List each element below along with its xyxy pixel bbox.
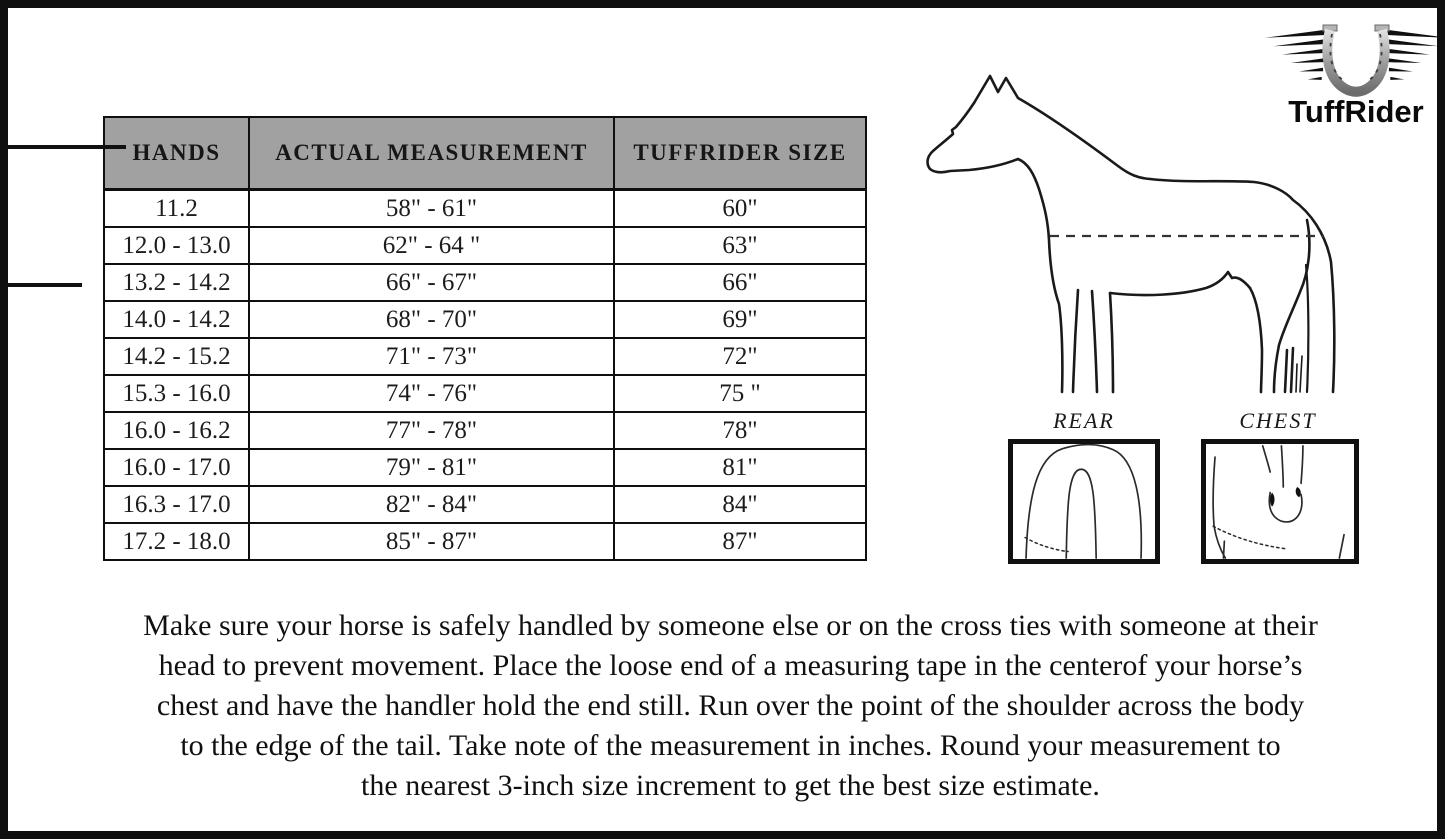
instructions-line: Make sure your horse is safely handled by someone else or on the cross ties with someone at their xyxy=(143,609,1318,642)
size-chart-table xyxy=(103,116,867,561)
table-row xyxy=(104,338,866,375)
edge-mark xyxy=(8,283,82,287)
brand-name: TuffRider xyxy=(1288,94,1424,129)
measuring-instructions xyxy=(26,606,1435,806)
chest-view-label: CHEST xyxy=(1239,408,1317,433)
table-row xyxy=(104,227,866,264)
table-header-row xyxy=(104,117,866,190)
instructions-line: head to prevent movement. Place the loose end of a measuring tape in the centerof your horse’s xyxy=(158,649,1303,682)
table-row xyxy=(104,190,866,228)
size-cell: 63" xyxy=(614,227,866,264)
measurement-cell: 77" - 78" xyxy=(249,412,614,449)
winged-horseshoe-icon xyxy=(1264,20,1445,100)
table-row xyxy=(104,264,866,301)
size-cell: 87" xyxy=(614,523,866,560)
size-cell: 84" xyxy=(614,486,866,523)
instructions-line: the nearest 3-inch size increment to get the best size estimate. xyxy=(361,769,1100,802)
measurement-cell: 79" - 81" xyxy=(249,449,614,486)
instructions-line: to the edge of the tail. Take note of the measurement in inches. Round your measurement to xyxy=(180,729,1281,762)
measurement-cell: 71" - 73" xyxy=(249,338,614,375)
hands-cell: 15.3 - 16.0 xyxy=(104,375,249,412)
horse-chest-icon xyxy=(1206,444,1354,559)
header-actual-measurement: ACTUAL MEASUREMENT xyxy=(249,117,614,190)
measurement-cell: 82" - 84" xyxy=(249,486,614,523)
measurement-cell: 62" - 64 " xyxy=(249,227,614,264)
hands-cell: 16.0 - 16.2 xyxy=(104,412,249,449)
rear-view-box xyxy=(1008,439,1160,564)
measurement-cell: 74" - 76" xyxy=(249,375,614,412)
measurement-cell: 68" - 70" xyxy=(249,301,614,338)
size-cell: 78" xyxy=(614,412,866,449)
rear-view-label: REAR xyxy=(1053,408,1115,433)
hands-cell: 14.0 - 14.2 xyxy=(104,301,249,338)
hands-cell: 11.2 xyxy=(104,190,249,228)
table-row xyxy=(104,523,866,560)
hands-cell: 17.2 - 18.0 xyxy=(104,523,249,560)
table-row xyxy=(104,301,866,338)
instructions-line: chest and have the handler hold the end still. Run over the point of the shoulder across the body xyxy=(156,689,1305,722)
measurement-cell: 85" - 87" xyxy=(249,523,614,560)
hands-cell: 12.0 - 13.0 xyxy=(104,227,249,264)
size-cell: 81" xyxy=(614,449,866,486)
chest-view-box xyxy=(1201,439,1359,564)
table-row xyxy=(104,375,866,412)
horse-rear-icon xyxy=(1013,444,1155,559)
size-cell: 60" xyxy=(614,190,866,228)
hands-cell: 16.0 - 17.0 xyxy=(104,449,249,486)
header-hands: HANDS xyxy=(104,117,249,190)
header-tuffrider-size: TUFFRIDER SIZE xyxy=(614,117,866,190)
table-row xyxy=(104,412,866,449)
hands-cell: 14.2 - 15.2 xyxy=(104,338,249,375)
hands-cell: 13.2 - 14.2 xyxy=(104,264,249,301)
edge-mark xyxy=(8,145,126,149)
size-cell: 66" xyxy=(614,264,866,301)
measurement-cell: 66" - 67" xyxy=(249,264,614,301)
size-cell: 75 " xyxy=(614,375,866,412)
table-row xyxy=(104,486,866,523)
table-row xyxy=(104,449,866,486)
size-cell: 72" xyxy=(614,338,866,375)
hands-cell: 16.3 - 17.0 xyxy=(104,486,249,523)
size-cell: 69" xyxy=(614,301,866,338)
measurement-cell: 58" - 61" xyxy=(249,190,614,228)
